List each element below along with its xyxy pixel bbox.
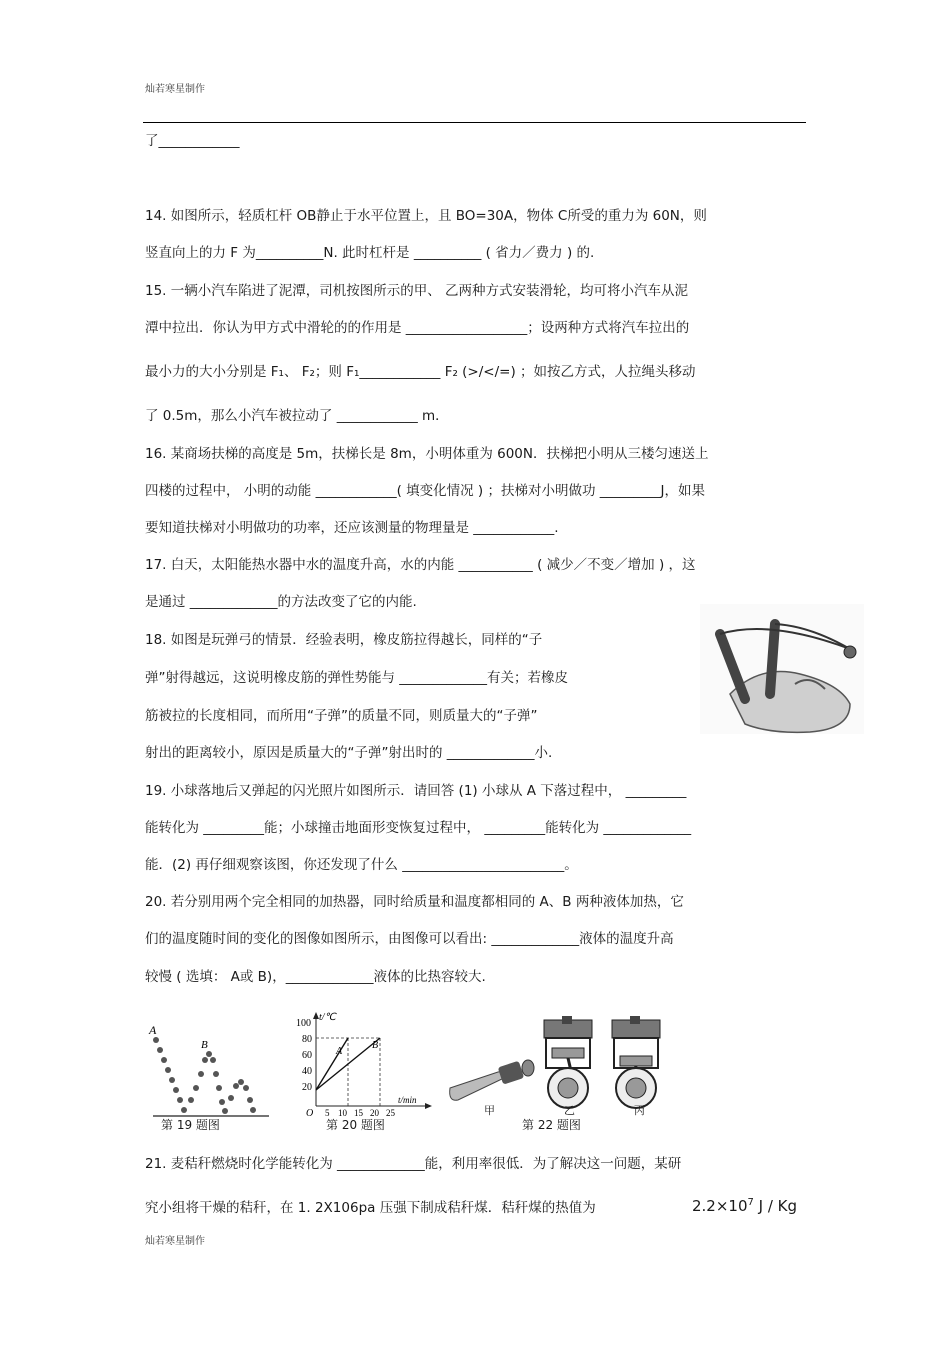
fig20-caption: 第 20 题图: [326, 1118, 385, 1132]
q15-line1: 15. 一辆小汽车陷进了泥潭，司机按图所示的甲、 乙两种方式安装滑轮，均可将小汽车从泥: [145, 283, 689, 299]
fig20-line-a: [316, 1038, 348, 1090]
fig22-label-jia: 甲: [484, 1104, 495, 1117]
fig20-y-tick-80: 80: [302, 1034, 312, 1045]
q19-line1: 19. 小球落地后又弹起的闪光照片如图所示．请回答 (1) 小球从 A 下落过程中， _________: [145, 783, 687, 799]
q17-line2: 是通过 _____________的方法改变了它的内能.: [145, 594, 417, 610]
fig20-x-unit: t/min: [398, 1095, 417, 1105]
fig19-caption: 第 19 题图: [161, 1118, 220, 1132]
fig20-x-tick-25: 25: [386, 1108, 395, 1118]
heat-value-formula: [692, 1197, 797, 1215]
q15-line4: 了 0.5m，那么小汽车被拉动了 ____________ m．: [145, 408, 449, 424]
test-tube-drawing: [450, 1060, 534, 1100]
engine-drawing-yi: [544, 1016, 592, 1108]
q20-line3: 较慢 ( 选填： A或 B)，_____________液体的比热容较大.: [145, 969, 486, 985]
formula-mantissa: 2.2×10: [692, 1197, 748, 1215]
fig20-y-tick-20: 20: [302, 1082, 312, 1093]
q19-line3: 能．(2) 再仔细观察该图，你还发现了什么 ________________________。: [145, 857, 578, 873]
slingshot-illustration: [700, 604, 864, 734]
fig20-y-tick-40: 40: [302, 1066, 312, 1077]
fig20-x-tick-20: 20: [370, 1108, 379, 1118]
figure-22: [440, 1016, 676, 1136]
line-13-tail: 了____________: [145, 133, 240, 149]
fig20-y-unit: t/℃: [319, 1012, 336, 1023]
fig20-origin: O: [306, 1108, 314, 1118]
q14-line2: 竖直向上的力 F 为__________N. 此时杠杆是 __________ ( 省力／费力 ) 的.: [145, 245, 595, 261]
q18-line1: 18. 如图是玩弹弓的情景．经验表明，橡皮筋拉得越长，同样的“子: [145, 632, 543, 648]
fig20-x-tick-5: 5: [325, 1108, 330, 1118]
q16-line2: 四楼的过程中， 小明的动能 ____________( 填变化情况 ) ；扶梯对小明做功 _________J，如果: [145, 483, 706, 499]
formula-exponent: 7: [747, 1197, 754, 1208]
q15-line3: 最小力的大小分别是 F₁、 F₂；则 F₁____________ F₂ (>/</=) ；如按乙方式，人拉绳头移动: [145, 364, 696, 380]
header-rule: [143, 122, 806, 123]
q15-line2: 潭中拉出．你认为甲方式中滑轮的的作用是 __________________；设两种方式将汽车拉出的: [145, 320, 690, 336]
fig20-series-a: A: [336, 1046, 343, 1057]
q18-line4: 射出的距离较小，原因是质量大的“子弹”射出时的 _____________小.: [145, 745, 553, 761]
fig20-x-tick-15: 15: [354, 1108, 363, 1118]
q18-line3: 筋被拉的长度相同，而所用“子弹”的质量不同，则质量大的“子弹”: [145, 708, 538, 724]
figure-20: [292, 1010, 434, 1136]
q14-line1: 14. 如图所示，轻质杠杆 OB静止于水平位置上，且 BO=30A，物体 C所受的重力为 60N，则: [145, 208, 707, 224]
fig20-series-b: B: [372, 1040, 379, 1051]
formula-unit: J / Kg: [753, 1197, 798, 1215]
q18-line2: 弹”射得越远，这说明橡皮筋的弹性势能与 _____________有关；若橡皮: [145, 670, 569, 686]
fig19-label-a: A: [149, 1023, 157, 1037]
fig20-y-tick-60: 60: [302, 1050, 312, 1061]
fig20-x-tick-10: 10: [338, 1108, 347, 1118]
fig20-y-tick-100: 100: [296, 1018, 311, 1029]
q19-line2: 能转化为 _________能；小球撞击地面形变恢复过程中， _________能转化为 _____________: [145, 820, 692, 836]
q20-line2: 们的温度随时间的变化的图像如图所示，由图像可以看出: _____________液体的温度升高: [145, 931, 674, 947]
engine-drawing-bing: [612, 1016, 660, 1108]
page-footer: 灿若寒星制作: [145, 1236, 205, 1247]
fig19-label-b: B: [201, 1039, 208, 1051]
q16-line1: 16. 某商场扶梯的高度是 5m，扶梯长是 8m，小明体重为 600N．扶梯把小明从三楼匀速送上: [145, 446, 709, 462]
fig22-caption: 第 22 题图: [522, 1118, 581, 1132]
q21-line1: 21. 麦秸秆燃烧时化学能转化为 _____________能，利用率很低．为了解决这一问题，某研: [145, 1156, 682, 1172]
q20-line1: 20. 若分别用两个完全相同的加热器，同时给质量和温度都相同的 A、B 两种液体加热，它: [145, 894, 684, 910]
q16-line3: 要知道扶梯对小明做功的功率，还应该测量的物理量是 ____________.: [145, 520, 559, 536]
fig22-label-bing: 丙: [634, 1104, 645, 1117]
fig22-label-yi: 乙: [564, 1104, 575, 1117]
q21-line2: 究小组将干燥的秸秆，在 1. 2X106pa 压强下制成秸秆煤．秸秆煤的热值为: [145, 1200, 596, 1216]
page-header: 灿若寒星制作: [145, 84, 205, 95]
figure-19: [143, 1012, 273, 1136]
q17-line1: 17. 白天，太阳能热水器中水的温度升高，水的内能 ___________ ( 减少／不变／增加 ) ，这: [145, 557, 696, 573]
